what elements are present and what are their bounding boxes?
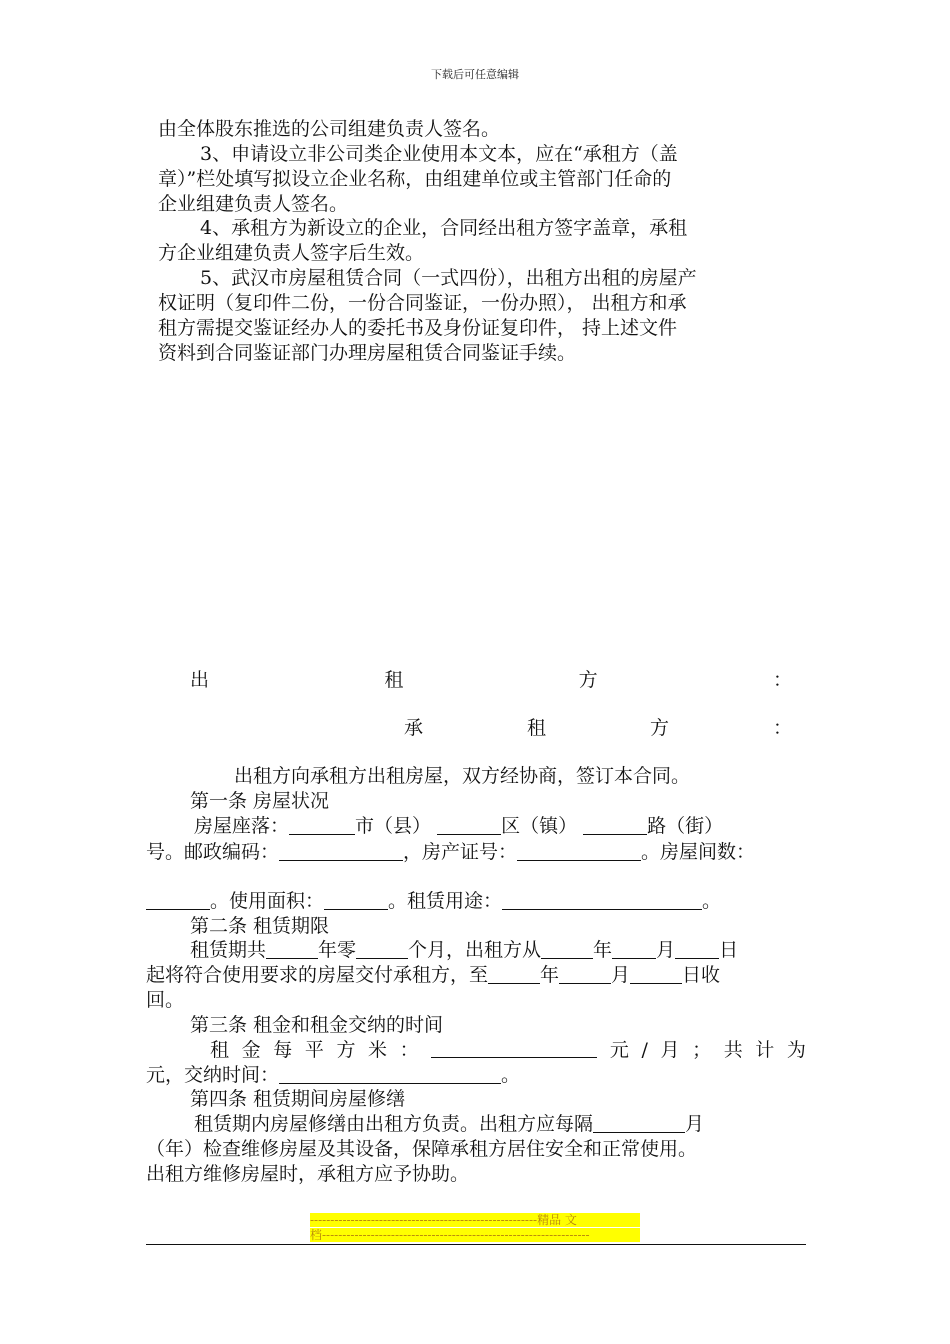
rent-char: 元 bbox=[609, 1039, 629, 1061]
month-unit: 月 bbox=[611, 964, 631, 986]
article-2-return bbox=[146, 963, 720, 988]
start-day-blank[interactable] bbox=[675, 939, 719, 959]
end-year-blank[interactable] bbox=[488, 964, 540, 984]
article-4-title: 第四条 租赁期间房屋修缮 bbox=[190, 1088, 406, 1110]
term-label: 租赁期共 bbox=[190, 939, 267, 961]
article-1-codes bbox=[146, 840, 755, 865]
lessee-char: 租 bbox=[526, 717, 546, 739]
term-years-blank[interactable] bbox=[266, 939, 318, 959]
from-label: 个月，出租方从 bbox=[408, 939, 542, 961]
start-month-blank[interactable] bbox=[612, 939, 656, 959]
rent-char: 金 bbox=[241, 1039, 261, 1061]
article-2-term bbox=[190, 938, 738, 963]
rent-char: 共 bbox=[723, 1039, 743, 1061]
postcode-label: 号。邮政编码： bbox=[146, 841, 280, 863]
rent-char: 方 bbox=[336, 1039, 356, 1061]
deed-label: ，房产证号： bbox=[403, 841, 518, 863]
rent-amount-blank[interactable] bbox=[431, 1038, 597, 1058]
lessor-char: 方 bbox=[578, 669, 598, 691]
road-blank[interactable] bbox=[583, 815, 647, 835]
rent-char: ； bbox=[692, 1039, 712, 1061]
payment-time-blank[interactable] bbox=[279, 1064, 501, 1084]
month-unit: 月 bbox=[685, 1113, 705, 1135]
usage-label: 。租赁用途： bbox=[388, 890, 503, 912]
note-line: 章）”栏处填写拟设立企业名称，由组建单位或主管部门任命的 bbox=[158, 168, 672, 190]
lessee-char: 承 bbox=[404, 717, 424, 739]
month-unit: 月 bbox=[656, 939, 676, 961]
lessor-char: 出 bbox=[190, 669, 210, 691]
city-blank[interactable] bbox=[289, 815, 355, 835]
note-line: 企业组建负责人签名。 bbox=[158, 193, 349, 215]
start-year-blank[interactable] bbox=[541, 939, 593, 959]
note-line: 由全体股东推选的公司组建负责人签名。 bbox=[158, 118, 501, 140]
lessor-char: 租 bbox=[384, 669, 404, 691]
rent-char: 米 bbox=[368, 1039, 388, 1061]
term-months-blank[interactable] bbox=[356, 939, 408, 959]
period-mark: 。 bbox=[702, 890, 722, 912]
rent-char: / bbox=[641, 1039, 648, 1061]
article-2-title: 第二条 租赁期限 bbox=[190, 915, 330, 937]
usage-blank[interactable] bbox=[502, 890, 702, 910]
page-header: 下载后可任意编辑 bbox=[431, 68, 519, 81]
year-unit: 年 bbox=[593, 939, 613, 961]
repair-text: 租赁期内房屋修缮由出租方负责。出租方应每隔 bbox=[194, 1113, 594, 1135]
note-line: 5、武汉市房屋租赁合同（一式四份），出租方出租的房屋产 bbox=[200, 267, 697, 289]
rent-char: 平 bbox=[304, 1039, 324, 1061]
room-count-label: 。房屋间数： bbox=[641, 841, 756, 863]
note-line: 权证明（复印件二份，一份合同鉴证，一份办照）， 出租方和承 bbox=[158, 292, 687, 314]
footer-rule bbox=[146, 1244, 806, 1245]
rent-char: 月 bbox=[660, 1039, 680, 1061]
rent-char: ： bbox=[399, 1039, 419, 1061]
return-label: 起将符合使用要求的房屋交付承租方，至 bbox=[146, 964, 489, 986]
payment-label: 元，交纳时间： bbox=[146, 1064, 280, 1086]
end-day-blank[interactable] bbox=[630, 964, 682, 984]
note-line: 方企业组建负责人签字后生效。 bbox=[158, 242, 425, 264]
contract-intro: 出租方向承租方出租房屋，双方经协商，签订本合同。 bbox=[234, 765, 691, 787]
end-month-blank[interactable] bbox=[559, 964, 611, 984]
lessor-label bbox=[190, 665, 792, 692]
article-1-location bbox=[194, 814, 723, 839]
road-label: 路（街） bbox=[647, 815, 724, 837]
article-2-end: 回。 bbox=[146, 989, 185, 1011]
deed-blank[interactable] bbox=[517, 841, 641, 861]
note-line: 租方需提交鉴证经办人的委托书及身份证复印件， 持上述文件 bbox=[158, 317, 678, 339]
note-line: 4、承租方为新设立的企业，合同经出租方签字盖章，承租 bbox=[200, 217, 688, 239]
city-label: 市（县） bbox=[355, 815, 432, 837]
district-label: 区（镇） bbox=[501, 815, 578, 837]
footer-watermark-line-2: 档------------------------------------------------------------------ bbox=[310, 1228, 640, 1242]
district-blank[interactable] bbox=[437, 815, 501, 835]
article-3-payment bbox=[146, 1063, 520, 1088]
rent-char: 为 bbox=[786, 1039, 806, 1061]
article-1-title: 第一条 房屋状况 bbox=[190, 790, 330, 812]
year-unit: 年 bbox=[540, 964, 560, 986]
article-4-repair bbox=[194, 1112, 704, 1137]
lessor-colon: ： bbox=[772, 669, 792, 691]
period-mark: 。 bbox=[501, 1064, 521, 1086]
article-3-rent-line bbox=[210, 1038, 806, 1063]
footer-watermark-line-1: --------------------------------------------------------精品 文 bbox=[310, 1213, 640, 1227]
article-3-title: 第三条 租金和租金交纳的时间 bbox=[190, 1014, 444, 1036]
day-unit: 日收 bbox=[682, 964, 721, 986]
note-line: 资料到合同鉴证部门办理房屋租赁合同鉴证手续。 bbox=[158, 342, 577, 364]
day-unit: 日 bbox=[719, 939, 739, 961]
rent-char: 租 bbox=[210, 1039, 230, 1061]
lessee-label bbox=[404, 713, 792, 740]
area-label: 。使用面积： bbox=[210, 890, 325, 912]
room-count-blank[interactable] bbox=[146, 890, 210, 910]
article-4-line: （年）检查维修房屋及其设备，保障承租方居住安全和正常使用。 bbox=[146, 1138, 698, 1160]
location-label: 房屋座落： bbox=[194, 815, 290, 837]
rent-char: 计 bbox=[755, 1039, 775, 1061]
article-1-area bbox=[146, 889, 721, 914]
rent-char: 每 bbox=[273, 1039, 293, 1061]
year-label: 年零 bbox=[318, 939, 357, 961]
article-4-line: 出租方维修房屋时，承租方应予协助。 bbox=[146, 1163, 470, 1185]
note-line: 3、申请设立非公司类企业使用本文本，应在“承租方（盖 bbox=[200, 143, 678, 165]
repair-interval-blank[interactable] bbox=[593, 1113, 685, 1133]
postcode-blank[interactable] bbox=[279, 841, 403, 861]
area-blank[interactable] bbox=[324, 890, 388, 910]
lessee-colon: ： bbox=[772, 717, 792, 739]
lessee-char: 方 bbox=[649, 717, 669, 739]
